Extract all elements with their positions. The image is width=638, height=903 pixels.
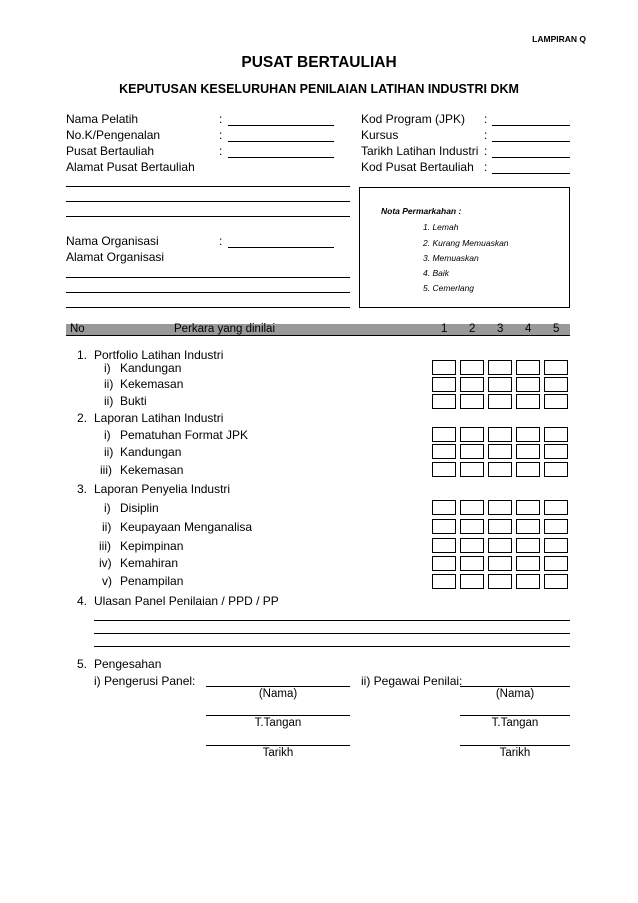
- assessment-table-header: [66, 324, 570, 336]
- score-box-1[interactable]: [432, 574, 456, 589]
- field-line-nama-organisasi[interactable]: [228, 247, 334, 248]
- item-label: Bukti: [120, 394, 147, 408]
- field-label-pusat-bertauliah: Pusat Bertauliah: [66, 144, 155, 158]
- field-colon: :: [219, 144, 223, 158]
- alamat-organisasi-line[interactable]: [66, 277, 350, 278]
- field-colon: :: [484, 128, 488, 142]
- section-title: Portfolio Latihan Industri: [94, 348, 224, 362]
- section-number: 1.: [77, 348, 88, 362]
- item-label: Pematuhan Format JPK: [120, 428, 249, 442]
- score-box-1[interactable]: [432, 394, 456, 409]
- score-box-2[interactable]: [460, 360, 484, 375]
- item-roman: i): [104, 428, 111, 442]
- pegawai-tangan-line[interactable]: [460, 715, 570, 716]
- score-box-3[interactable]: [488, 500, 512, 515]
- field-line-no-k[interactable]: [228, 141, 334, 142]
- score-box-3[interactable]: [488, 462, 512, 477]
- score-box-4[interactable]: [516, 444, 540, 459]
- pegawai-nama-caption: (Nama): [495, 688, 535, 700]
- score-box-1[interactable]: [432, 444, 456, 459]
- nota-item: 4. Baik: [423, 268, 449, 278]
- header-score-3: 3: [497, 323, 504, 335]
- item-label: Kandungan: [120, 445, 182, 459]
- score-box-4[interactable]: [516, 394, 540, 409]
- header-score-2: 2: [469, 323, 476, 335]
- field-line-kod-pusat[interactable]: [492, 173, 570, 174]
- section-title: Laporan Penyelia Industri: [94, 482, 231, 496]
- field-colon: :: [219, 234, 223, 248]
- item-label: Kandungan: [120, 361, 182, 375]
- score-box-2[interactable]: [460, 500, 484, 515]
- section-number: 4.: [77, 594, 88, 608]
- score-box-5[interactable]: [544, 444, 568, 459]
- score-box-1[interactable]: [432, 360, 456, 375]
- score-box-4[interactable]: [516, 462, 540, 477]
- score-box-1[interactable]: [432, 377, 456, 392]
- item-roman: iv): [99, 556, 112, 570]
- item-label: Disiplin: [120, 501, 159, 515]
- score-box-3[interactable]: [488, 556, 512, 571]
- ulasan-line[interactable]: [94, 646, 570, 647]
- field-label-kod-pusat: Kod Pusat Bertauliah: [361, 160, 474, 174]
- field-colon: :: [484, 144, 488, 158]
- pegawai-penilai-label: ii) Pegawai Penilai:: [361, 674, 463, 688]
- item-label: Kemahiran: [120, 556, 179, 570]
- score-box-3[interactable]: [488, 444, 512, 459]
- score-box-5[interactable]: [544, 556, 568, 571]
- pengerusi-nama-line[interactable]: [206, 686, 350, 687]
- ulasan-line[interactable]: [94, 620, 570, 621]
- field-label-kursus: Kursus: [361, 128, 399, 142]
- item-label: Keupayaan Menganalisa: [120, 520, 253, 534]
- nota-permarkahan-box: [359, 187, 570, 308]
- score-box-4[interactable]: [516, 377, 540, 392]
- score-box-5[interactable]: [544, 519, 568, 534]
- item-roman: i): [104, 501, 111, 515]
- nota-item: 3. Memuaskan: [423, 253, 479, 263]
- score-box-3[interactable]: [488, 394, 512, 409]
- score-box-1[interactable]: [432, 538, 456, 553]
- alamat-pusat-line[interactable]: [66, 186, 350, 187]
- score-box-3[interactable]: [488, 538, 512, 553]
- pegawai-nama-line[interactable]: [460, 686, 570, 687]
- header-score-1: 1: [441, 323, 448, 335]
- ulasan-line[interactable]: [94, 633, 570, 634]
- field-colon: :: [219, 112, 223, 126]
- header-score-5: 5: [553, 323, 560, 335]
- field-line-pusat-bertauliah[interactable]: [228, 157, 334, 158]
- score-box-4[interactable]: [516, 538, 540, 553]
- lampiran-label: LAMPIRAN Q: [532, 34, 586, 44]
- header-no: No: [70, 323, 85, 335]
- item-label: Penampilan: [120, 574, 184, 588]
- page-subtitle: KEPUTUSAN KESELURUHAN PENILAIAN LATIHAN INDUSTRI DKM: [119, 82, 519, 96]
- item-roman: i): [104, 361, 111, 375]
- section-number: 3.: [77, 482, 88, 496]
- score-box-3[interactable]: [488, 377, 512, 392]
- pengerusi-tarikh-caption: Tarikh: [262, 747, 294, 759]
- field-colon: :: [484, 112, 488, 126]
- score-box-2[interactable]: [460, 377, 484, 392]
- score-box-1[interactable]: [432, 462, 456, 477]
- score-box-4[interactable]: [516, 556, 540, 571]
- score-box-3[interactable]: [488, 519, 512, 534]
- alamat-pusat-line[interactable]: [66, 216, 350, 217]
- pengerusi-tangan-caption: T.Tangan: [254, 717, 302, 729]
- pegawai-tangan-caption: T.Tangan: [491, 717, 539, 729]
- score-box-5[interactable]: [544, 394, 568, 409]
- section-number: 5.: [77, 657, 88, 671]
- field-label-alamat-pusat: Alamat Pusat Bertauliah: [66, 160, 195, 174]
- alamat-organisasi-line[interactable]: [66, 307, 350, 308]
- nota-item: 2. Kurang Memuaskan: [423, 238, 509, 248]
- score-box-5[interactable]: [544, 500, 568, 515]
- field-colon: :: [219, 128, 223, 142]
- score-box-5[interactable]: [544, 462, 568, 477]
- page-title: PUSAT BERTAULIAH: [241, 54, 397, 71]
- field-label-nama-pelatih: Nama Pelatih: [66, 112, 139, 126]
- score-box-4[interactable]: [516, 574, 540, 589]
- score-box-5[interactable]: [544, 538, 568, 553]
- score-box-2[interactable]: [460, 519, 484, 534]
- score-box-5[interactable]: [544, 377, 568, 392]
- score-box-1[interactable]: [432, 519, 456, 534]
- score-box-3[interactable]: [488, 427, 512, 442]
- nota-title: Nota Permarkahan :: [381, 206, 462, 216]
- section-title: Laporan Latihan Industri: [94, 411, 224, 425]
- field-label-kod-program: Kod Program (JPK): [361, 112, 466, 126]
- pengerusi-tarikh-line[interactable]: [206, 745, 350, 746]
- score-box-5[interactable]: [544, 360, 568, 375]
- field-label-tarikh-latihan: Tarikh Latihan Industri: [361, 144, 479, 158]
- item-roman: iii): [99, 539, 111, 553]
- score-box-1[interactable]: [432, 556, 456, 571]
- nota-item: 5. Cemerlang: [423, 283, 475, 293]
- item-label: Kekemasan: [120, 463, 184, 477]
- field-line-kursus[interactable]: [492, 141, 570, 142]
- score-box-3[interactable]: [488, 574, 512, 589]
- nota-item: 1. Lemah: [423, 222, 459, 232]
- score-box-3[interactable]: [488, 360, 512, 375]
- section-number: 2.: [77, 411, 88, 425]
- item-label: Kepimpinan: [120, 539, 184, 553]
- score-box-2[interactable]: [460, 462, 484, 477]
- field-line-kod-program[interactable]: [492, 125, 570, 126]
- header-score-4: 4: [525, 323, 532, 335]
- item-roman: ii): [104, 377, 114, 391]
- field-label-alamat-organisasi: Alamat Organisasi: [66, 250, 165, 264]
- score-box-4[interactable]: [516, 519, 540, 534]
- item-roman: iii): [100, 463, 112, 477]
- score-box-4[interactable]: [516, 427, 540, 442]
- score-box-2[interactable]: [460, 427, 484, 442]
- item-roman: v): [102, 574, 112, 588]
- score-box-5[interactable]: [544, 427, 568, 442]
- field-line-tarikh-latihan[interactable]: [492, 157, 570, 158]
- alamat-pusat-line[interactable]: [66, 201, 350, 202]
- field-label-nama-organisasi: Nama Organisasi: [66, 234, 159, 248]
- field-line-nama-pelatih[interactable]: [228, 125, 334, 126]
- score-box-2[interactable]: [460, 556, 484, 571]
- item-roman: ii): [102, 520, 112, 534]
- field-label-no-k: No.K/Pengenalan: [66, 128, 161, 142]
- score-box-2[interactable]: [460, 574, 484, 589]
- score-box-4[interactable]: [516, 360, 540, 375]
- header-perkara: Perkara yang dinilai: [174, 323, 276, 335]
- item-roman: ii): [104, 445, 114, 459]
- score-box-2[interactable]: [460, 394, 484, 409]
- score-box-2[interactable]: [460, 444, 484, 459]
- pegawai-tarikh-line[interactable]: [460, 745, 570, 746]
- pengerusi-tangan-line[interactable]: [206, 715, 350, 716]
- item-label: Kekemasan: [120, 377, 184, 391]
- pengesahan-title: Pengesahan: [94, 657, 162, 671]
- score-box-4[interactable]: [516, 500, 540, 515]
- pengerusi-panel-label: i) Pengerusi Panel:: [94, 674, 196, 688]
- pengerusi-nama-caption: (Nama): [258, 688, 298, 700]
- score-box-5[interactable]: [544, 574, 568, 589]
- score-box-1[interactable]: [432, 427, 456, 442]
- alamat-organisasi-line[interactable]: [66, 292, 350, 293]
- section-title: Ulasan Panel Penilaian / PPD / PP: [94, 594, 279, 608]
- score-box-1[interactable]: [432, 500, 456, 515]
- score-box-2[interactable]: [460, 538, 484, 553]
- pegawai-tarikh-caption: Tarikh: [499, 747, 531, 759]
- item-roman: ii): [104, 394, 114, 408]
- field-colon: :: [484, 160, 488, 174]
